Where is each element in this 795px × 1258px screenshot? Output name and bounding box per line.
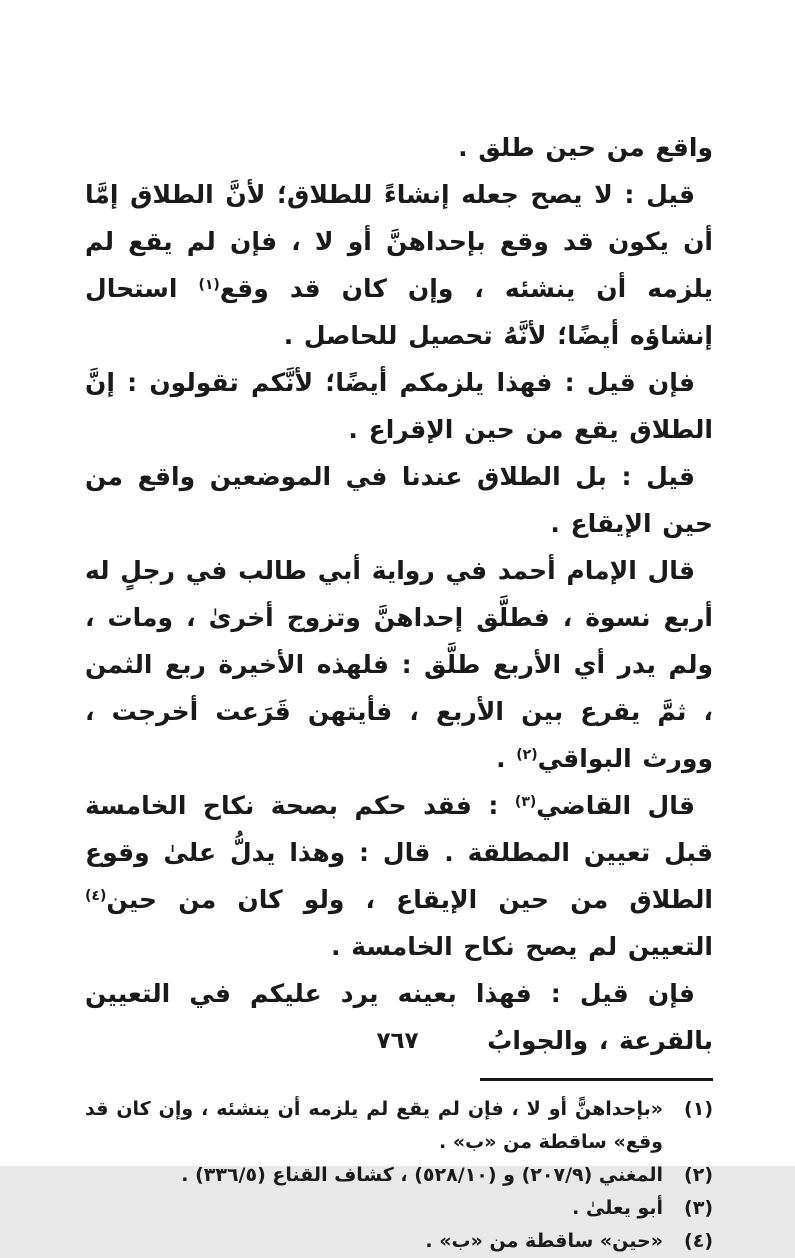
footnote-item <box>85 1225 713 1258</box>
footnote-text: المغني (٢٠٧/٩) و (٥٢٨/١٠) ، كشاف القناع (٣٣٦/٥) . <box>181 1164 663 1186</box>
page-number: ٧٦٧ <box>376 1028 419 1054</box>
paragraph <box>85 547 713 782</box>
paragraph <box>85 359 713 453</box>
footnote-item <box>85 1093 713 1159</box>
text-run: فإن قيل : فهذا يلزمكم أيضًا؛ لأنَّكم تقولون : إنَّ الطلاق يقع من حين الإقراع . <box>85 368 713 444</box>
text-run: قيل : بل الطلاق عندنا في الموضعين واقع من حين الإيقاع . <box>85 462 713 538</box>
main-text <box>85 124 713 1064</box>
text-run: . <box>496 744 517 773</box>
text-run: : فقد حكم بصحة نكاح الخامسة قبل تعيين المطلقة . قال : وهذا يدلُّ علىٰ وقوع الطلاق من حين الإيقاع ، ولو كان من حين <box>85 791 713 914</box>
footnote-marker: (٤) <box>684 1230 713 1252</box>
paragraph <box>85 453 713 547</box>
footnote-marker: (٢) <box>684 1164 713 1186</box>
footnote-text: «حين» ساقطة من «ب» . <box>425 1230 663 1252</box>
paragraph <box>85 124 713 171</box>
footnote-text: أبو يعلىٰ . <box>572 1197 663 1219</box>
footnote-item <box>85 1159 713 1192</box>
text-run: فإن قيل : فهذا بعينه يرد عليكم في التعيين بالقرعة ، والجوابُ <box>85 979 713 1055</box>
text-run: قيل : لا يصح جعله إنشاءً للطلاق؛ لأنَّ الطلاق إمَّا أن يكون قد وقع بإحداهنَّ أو لا ، فإن لم يقع لم يلزمه أن ينشئه ، وإن كان قد وقع <box>85 180 713 303</box>
footnote-ref: (٢) <box>516 747 538 763</box>
text-run: قال القاضي <box>536 791 695 820</box>
footnote-ref: (١) <box>198 277 220 293</box>
paragraph <box>85 782 713 970</box>
footnote-ref: (٣) <box>514 794 537 810</box>
footnote-marker: (١) <box>684 1098 713 1120</box>
footnote-text: «بإحداهنًّ أو لا ، فإن لم يقع لم يلزمه أن ينشئه ، وإن كان قد وقع» ساقطة من «ب» . <box>85 1098 663 1153</box>
footnote-marker: (٣) <box>684 1197 713 1219</box>
text-run: واقع من حين طلق . <box>458 133 713 162</box>
footnote-separator <box>480 1078 713 1081</box>
text-run: استحال إنشاؤه أيضًا؛ لأنَّهُ تحصيل للحاصل . <box>85 274 713 350</box>
text-run: التعيين لم يصح نكاح الخامسة . <box>331 932 713 961</box>
text-run: قال الإمام أحمد في رواية أبي طالب في رجلٍ له أربع نسوة ، فطلَّق إحداهنَّ وتزوج أخرىٰ ، ومات ، ولم يدر أي الأربع طلَّق : فلهذه الأخيرة ربع الثمن ، ثمَّ يقرع بين الأربع ، فأيتهن قَرَعت أخرجت ، وورث البواقي <box>85 556 713 773</box>
paragraph <box>85 171 713 359</box>
footnote-ref: (٤) <box>85 888 107 904</box>
footnotes <box>85 1093 713 1258</box>
footnote-item <box>85 1192 713 1225</box>
